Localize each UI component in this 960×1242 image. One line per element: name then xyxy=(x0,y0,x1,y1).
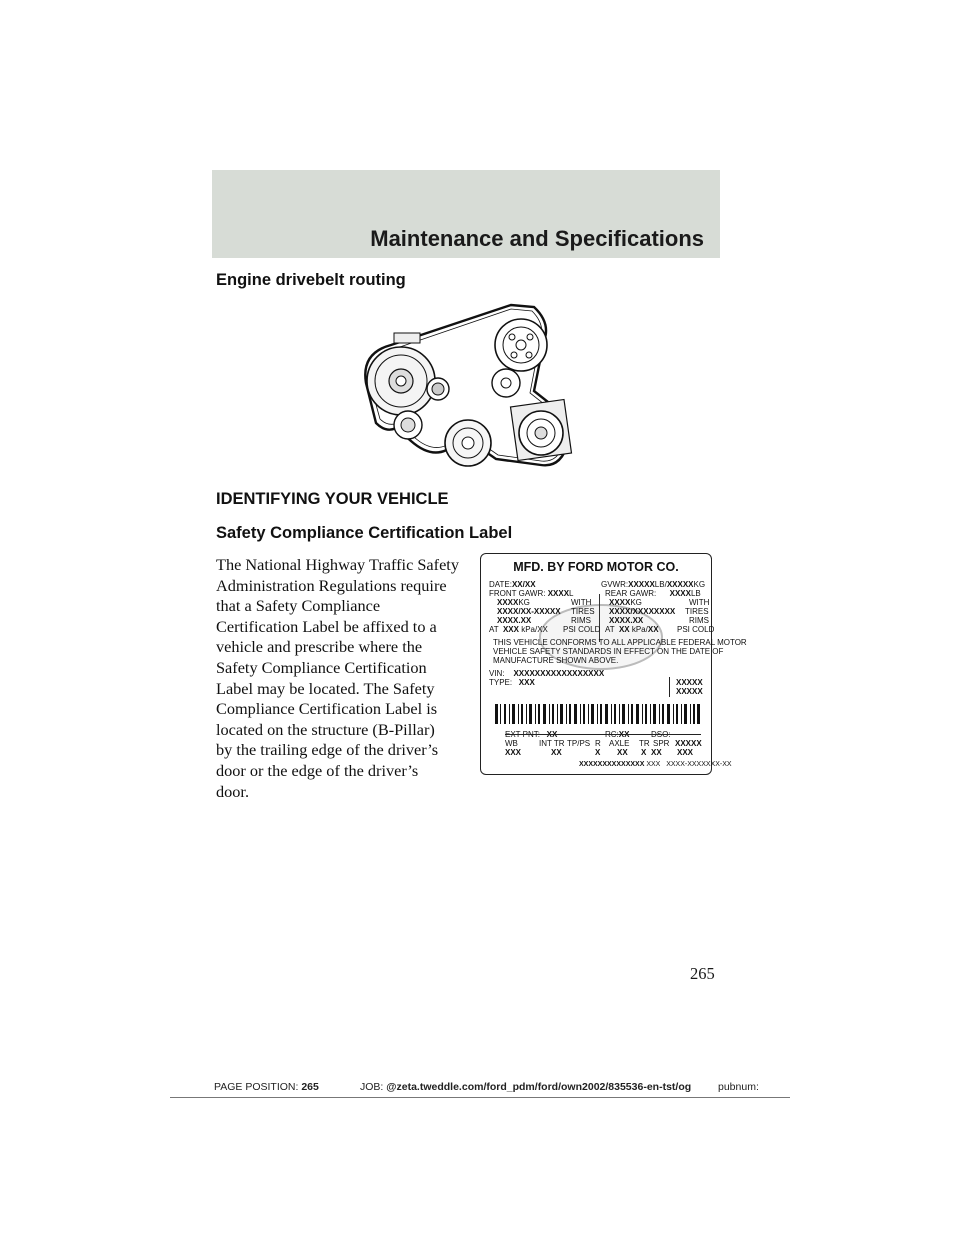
label-tires-front: TIRES xyxy=(571,607,595,616)
label-tires-rear: TIRES xyxy=(685,607,709,616)
label-tp-ps: TP/PS xyxy=(567,739,591,748)
body-line: Compliance Certification Label is xyxy=(216,699,438,719)
body-line: located on the structure (B-Pillar) xyxy=(216,719,435,739)
body-line: vehicle and prescribe where the xyxy=(216,637,423,657)
label-conformity-1: THIS VEHICLE CONFORMS TO ALL APPLICABLE FEDERAL MOTOR xyxy=(493,638,747,647)
footer-page-position: PAGE POSITION: 265 xyxy=(214,1081,319,1093)
label-spr-code: XXXXX xyxy=(675,739,702,748)
label-rear-pressure: AT XX kPa/XX xyxy=(605,625,659,634)
label-r: R xyxy=(595,739,601,748)
label-gvwr: GVWR:XXXXXLB/XXXXXKG xyxy=(601,580,706,589)
label-rims-rear: RIMS xyxy=(689,616,709,625)
label-wb-value: XXX xyxy=(505,748,522,757)
label-type: TYPE: XXX xyxy=(489,678,535,687)
label-code-2: XXXXX xyxy=(676,687,703,696)
label-conformity-2: VEHICLE SAFETY STANDARDS IN EFFECT ON THE DATE OF xyxy=(493,647,724,656)
label-tr: TR xyxy=(639,739,650,748)
footer-job: JOB: @zeta.tweddle.com/ford_pdm/ford/own2002/835536-en-tst/og xyxy=(360,1081,692,1093)
footer-pubnum: pubnum: xyxy=(718,1081,759,1093)
body-line: door or the edge of the driver’s xyxy=(216,760,419,780)
label-bottom-code: XXXXXXXXXXXXXX XXX XXXX-XXXXXXX-XX xyxy=(579,761,732,768)
label-with-rear: WITH xyxy=(689,598,710,607)
body-line: Label may be located. The Safety xyxy=(216,678,435,698)
label-rear-gawr: REAR GAWR: XXXXLB xyxy=(605,589,701,598)
body-line: by the trailing edge of the driver’s xyxy=(216,740,439,760)
label-psi-front: PSI COLD xyxy=(563,625,601,634)
body-paragraph xyxy=(216,555,466,802)
label-int-tr: INT TR xyxy=(539,739,565,748)
certification-label-heading: Safety Compliance Certification Label xyxy=(216,524,513,542)
label-front-gawr: FRONT GAWR: XXXXL xyxy=(489,589,574,598)
header-band xyxy=(212,170,720,258)
body-line: that a Safety Compliance xyxy=(216,596,381,616)
label-front-kg: XXXXKG xyxy=(497,598,530,607)
label-spr: SPR xyxy=(653,739,670,748)
label-int-tr-value: XX xyxy=(551,748,562,757)
label-manufacturer: MFD. BY FORD MOTOR CO. xyxy=(513,560,679,574)
body-line: Administration Regulations require xyxy=(216,575,447,595)
label-psi-rear: PSI COLD xyxy=(677,625,715,634)
label-r-value: X xyxy=(595,748,601,757)
label-date: DATE:XX/XX xyxy=(489,580,536,589)
label-rule xyxy=(505,734,701,735)
label-axle-value: XX xyxy=(617,748,628,757)
label-front-tire: XXXX/XX-XXXXX xyxy=(497,607,561,616)
label-spr-value: XX xyxy=(651,748,662,757)
label-rear-rim: XXXX.XX xyxy=(609,616,644,625)
label-axle: AXLE xyxy=(609,739,630,748)
label-last-value: XXX xyxy=(677,748,694,757)
label-barcode xyxy=(493,704,701,724)
label-code-1: XXXXX xyxy=(676,678,703,687)
footer-rule xyxy=(170,1097,790,1098)
label-with-front: WITH xyxy=(571,598,592,607)
label-wb: WB xyxy=(505,739,518,748)
page-section-title: Maintenance and Specifications xyxy=(370,226,704,251)
label-divider xyxy=(599,594,600,642)
body-line: Safety Compliance Certification xyxy=(216,657,427,677)
label-tr-value: X xyxy=(641,748,647,757)
identify-heading: IDENTIFYING YOUR VEHICLE xyxy=(216,490,449,508)
label-front-pressure: AT XXX kPa/XX xyxy=(489,625,548,634)
label-rims-front: RIMS xyxy=(571,616,591,625)
body-line: The National Highway Traffic Safety xyxy=(216,555,459,574)
label-rear-tire: XXXX/XXXXXXXX xyxy=(609,607,676,616)
label-rear-kg: XXXXKG xyxy=(609,598,642,607)
label-vin: VIN: XXXXXXXXXXXXXXXXX xyxy=(489,669,605,678)
certification-label-image xyxy=(480,553,747,775)
page-number: 265 xyxy=(690,964,715,983)
body-line: Certification Label be affixed to a xyxy=(216,616,437,636)
label-conformity-3: MANUFACTURE SHOWN ABOVE. xyxy=(493,656,619,665)
body-line: door. xyxy=(216,781,250,801)
label-front-rim: XXXX.XX xyxy=(497,616,532,625)
drivebelt-heading: Engine drivebelt routing xyxy=(216,271,406,289)
drivebelt-diagram xyxy=(356,303,582,473)
